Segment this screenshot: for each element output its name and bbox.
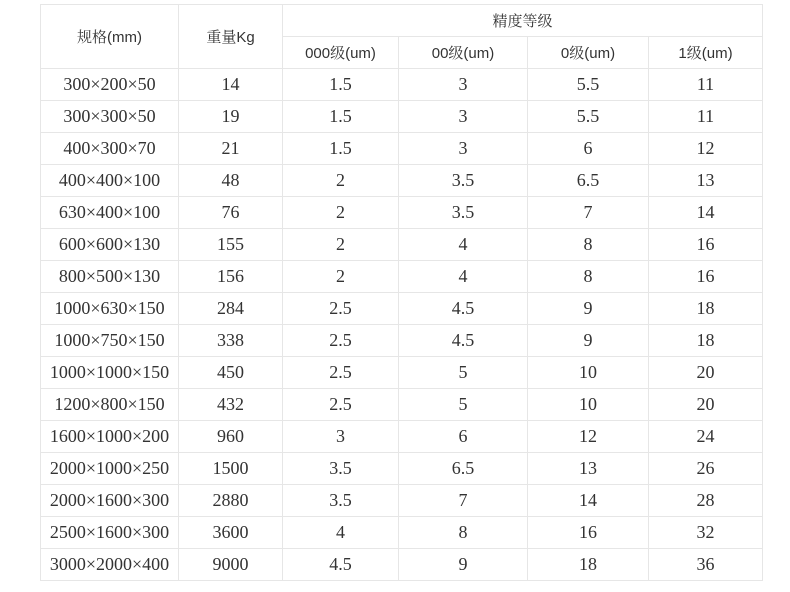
table-row [41,357,763,389]
grade-1-cell: 20 [649,357,763,389]
grade-00-cell: 5 [399,357,528,389]
spec-cell: 630×400×100 [41,197,179,229]
grade-0-cell: 6 [528,133,649,165]
grade-1-cell: 26 [649,453,763,485]
weight-cell: 19 [179,101,283,133]
weight-cell: 76 [179,197,283,229]
col-header-grade-1: 1级(um) [649,37,763,69]
grade-1-cell: 20 [649,389,763,421]
grade-00-cell: 7 [399,485,528,517]
table-row [41,421,763,453]
table-body [41,69,763,581]
table-row [41,485,763,517]
grade-1-cell: 16 [649,229,763,261]
table-row [41,197,763,229]
grade-000-cell: 3.5 [283,485,399,517]
grade-1-cell: 28 [649,485,763,517]
grade-000-cell: 2.5 [283,293,399,325]
grade-00-cell: 5 [399,389,528,421]
weight-cell: 1500 [179,453,283,485]
grade-000-cell: 2 [283,261,399,293]
grade-1-cell: 18 [649,293,763,325]
spec-cell: 600×600×130 [41,229,179,261]
grade-1-cell: 16 [649,261,763,293]
col-header-grade-0: 0级(um) [528,37,649,69]
grade-00-cell: 3 [399,69,528,101]
grade-0-cell: 8 [528,261,649,293]
spec-cell: 2000×1000×250 [41,453,179,485]
table-row [41,261,763,293]
spec-cell: 2000×1600×300 [41,485,179,517]
col-header-spec: 规格(mm) [41,5,179,69]
spec-cell: 2500×1600×300 [41,517,179,549]
grade-000-cell: 2 [283,229,399,261]
precision-grade-table [40,4,763,581]
header-row-top [41,5,763,37]
table-row [41,517,763,549]
spec-cell: 400×400×100 [41,165,179,197]
grade-00-cell: 4 [399,229,528,261]
weight-cell: 48 [179,165,283,197]
grade-1-cell: 24 [649,421,763,453]
spec-cell: 1600×1000×200 [41,421,179,453]
col-header-weight: 重量Kg [179,5,283,69]
spec-cell: 1000×750×150 [41,325,179,357]
table-row [41,549,763,581]
grade-0-cell: 10 [528,357,649,389]
grade-00-cell: 3 [399,133,528,165]
grade-00-cell: 6 [399,421,528,453]
grade-000-cell: 1.5 [283,69,399,101]
weight-cell: 14 [179,69,283,101]
grade-000-cell: 2 [283,197,399,229]
grade-00-cell: 8 [399,517,528,549]
weight-cell: 21 [179,133,283,165]
spec-cell: 300×300×50 [41,101,179,133]
grade-00-cell: 3.5 [399,197,528,229]
grade-000-cell: 1.5 [283,133,399,165]
grade-0-cell: 5.5 [528,69,649,101]
grade-000-cell: 1.5 [283,101,399,133]
grade-000-cell: 4.5 [283,549,399,581]
table-row [41,165,763,197]
table-row [41,453,763,485]
grade-000-cell: 2.5 [283,357,399,389]
grade-0-cell: 14 [528,485,649,517]
weight-cell: 156 [179,261,283,293]
grade-1-cell: 32 [649,517,763,549]
grade-0-cell: 16 [528,517,649,549]
grade-1-cell: 12 [649,133,763,165]
weight-cell: 960 [179,421,283,453]
grade-1-cell: 11 [649,69,763,101]
grade-1-cell: 18 [649,325,763,357]
grade-00-cell: 4 [399,261,528,293]
weight-cell: 338 [179,325,283,357]
grade-000-cell: 3.5 [283,453,399,485]
grade-000-cell: 2.5 [283,389,399,421]
spec-cell: 800×500×130 [41,261,179,293]
grade-0-cell: 8 [528,229,649,261]
grade-1-cell: 13 [649,165,763,197]
grade-0-cell: 10 [528,389,649,421]
weight-cell: 9000 [179,549,283,581]
grade-00-cell: 3.5 [399,165,528,197]
grade-1-cell: 36 [649,549,763,581]
spec-cell: 1000×1000×150 [41,357,179,389]
table-row [41,293,763,325]
weight-cell: 3600 [179,517,283,549]
table-header [41,5,763,69]
grade-00-cell: 4.5 [399,325,528,357]
weight-cell: 432 [179,389,283,421]
table-row [41,101,763,133]
spec-cell: 400×300×70 [41,133,179,165]
grade-0-cell: 6.5 [528,165,649,197]
grade-0-cell: 12 [528,421,649,453]
grade-00-cell: 6.5 [399,453,528,485]
weight-cell: 284 [179,293,283,325]
weight-cell: 155 [179,229,283,261]
table-row [41,325,763,357]
grade-0-cell: 18 [528,549,649,581]
spec-cell: 3000×2000×400 [41,549,179,581]
col-header-precision-group: 精度等级 [283,5,763,37]
grade-1-cell: 11 [649,101,763,133]
col-header-grade-000: 000级(um) [283,37,399,69]
grade-0-cell: 5.5 [528,101,649,133]
table-row [41,389,763,421]
grade-000-cell: 2.5 [283,325,399,357]
grade-00-cell: 4.5 [399,293,528,325]
grade-0-cell: 13 [528,453,649,485]
spec-cell: 1200×800×150 [41,389,179,421]
grade-0-cell: 9 [528,293,649,325]
col-header-grade-00: 00级(um) [399,37,528,69]
grade-0-cell: 9 [528,325,649,357]
spec-cell: 1000×630×150 [41,293,179,325]
spec-cell: 300×200×50 [41,69,179,101]
grade-0-cell: 7 [528,197,649,229]
grade-000-cell: 4 [283,517,399,549]
table-row [41,133,763,165]
weight-cell: 2880 [179,485,283,517]
grade-00-cell: 3 [399,101,528,133]
grade-00-cell: 9 [399,549,528,581]
table-row [41,229,763,261]
grade-000-cell: 3 [283,421,399,453]
table-row [41,69,763,101]
grade-1-cell: 14 [649,197,763,229]
grade-000-cell: 2 [283,165,399,197]
weight-cell: 450 [179,357,283,389]
